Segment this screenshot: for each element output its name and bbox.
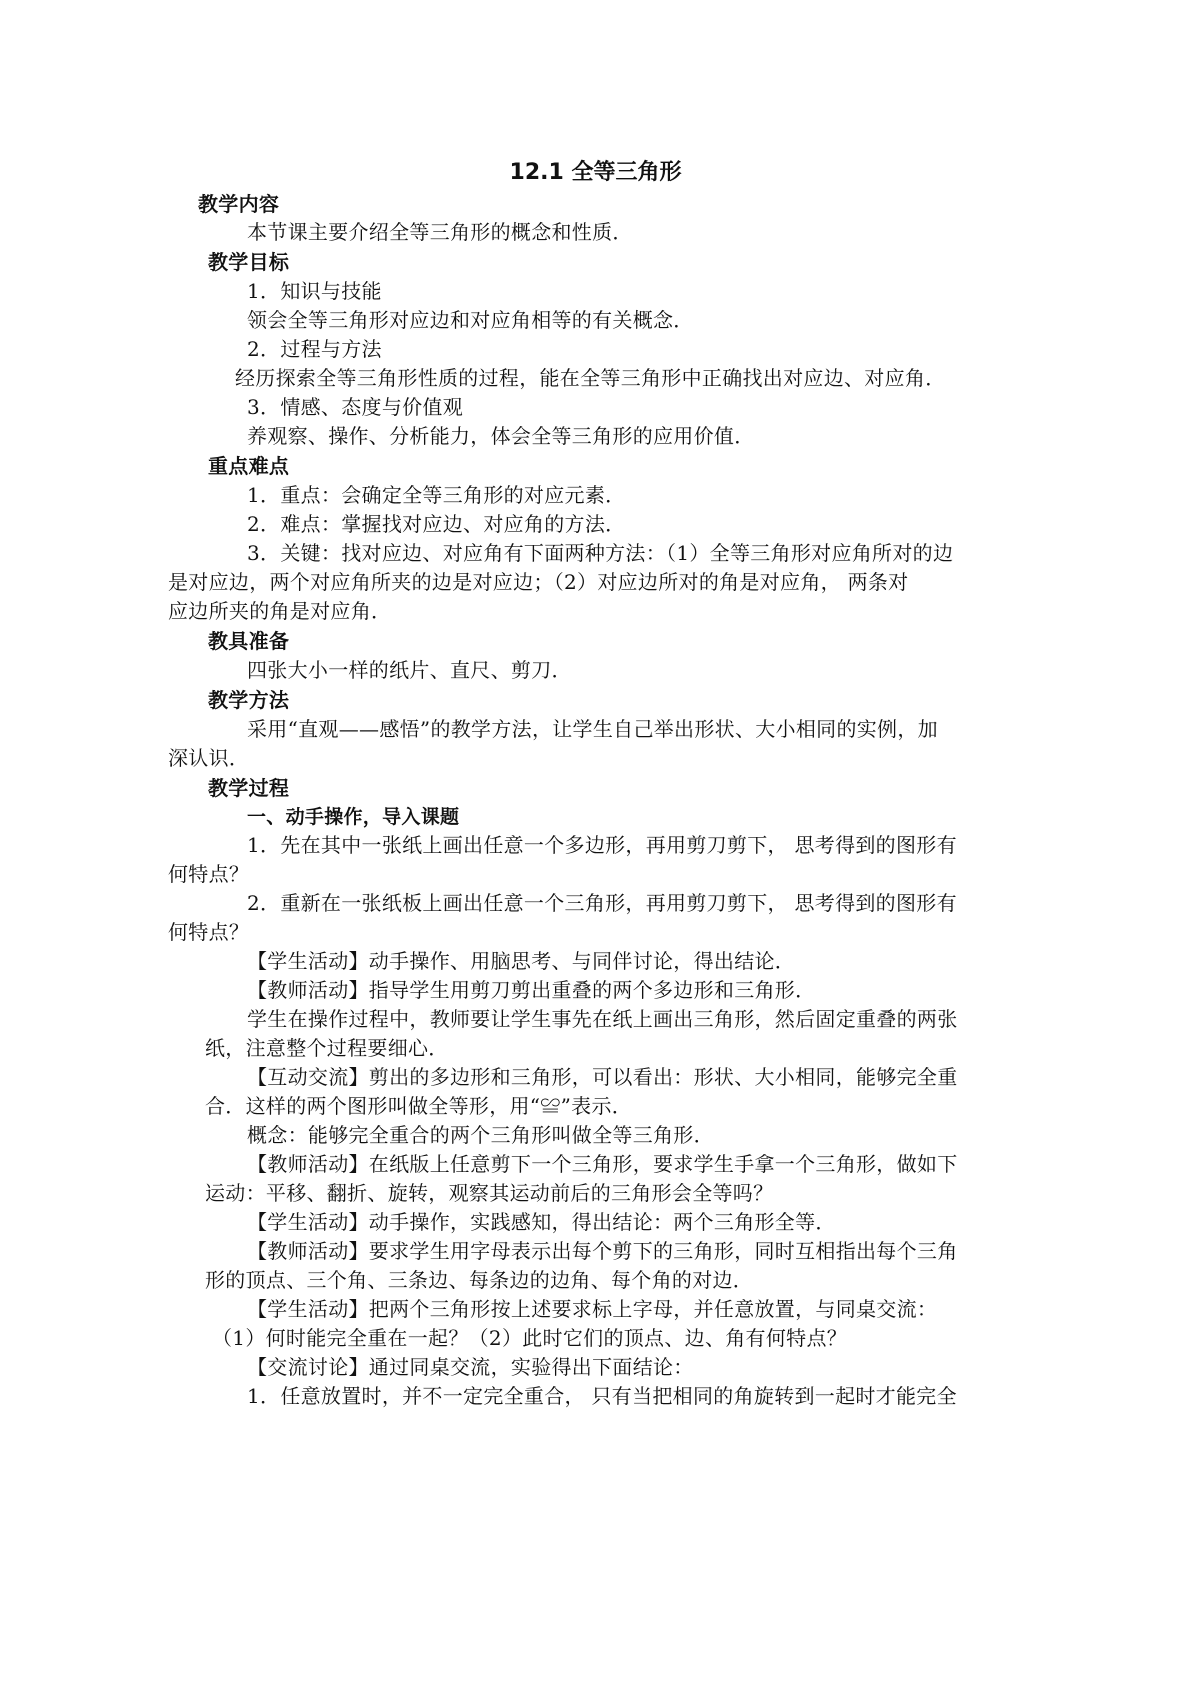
paragraph-line: 本节课主要介绍全等三角形的概念和性质．	[247, 220, 633, 244]
paragraph-line: 【学生活动】动手操作、用脑思考、与同伴讨论，得出结论．	[247, 949, 796, 973]
paragraph-line: 纸，注意整个过程要细心．	[205, 1036, 449, 1060]
list-item: 2．重新在一张纸板上画出任意一个三角形，再用剪刀剪下， 思考得到的图形有	[247, 891, 957, 915]
paragraph-line: 深认识．	[168, 746, 250, 770]
page-title: 12.1 全等三角形	[509, 160, 682, 185]
paragraph-line: 何特点？	[168, 920, 250, 944]
list-item: 1．任意放置时，并不一定完全重合， 只有当把相同的角旋转到一起时才能完全	[247, 1384, 957, 1408]
paragraph-line: 形的顶点、三个角、三条边、每条边的边角、每个角的对边．	[205, 1268, 754, 1292]
paragraph-line: 【教师活动】指导学生用剪刀剪出重叠的两个多边形和三角形．	[247, 978, 816, 1002]
section-heading-objectives: 教学目标	[208, 250, 290, 274]
section-heading-content: 教学内容	[198, 192, 280, 216]
list-item: 2．难点：掌握找对应边、对应角的方法．	[247, 512, 626, 536]
paragraph-line: 应边所夹的角是对应角．	[168, 599, 392, 623]
section-heading-keypoints: 重点难点	[208, 454, 290, 478]
paragraph-line: 是对应边，两个对应角所夹的边是对应边；（2）对应边所对的角是对应角， 两条对	[168, 570, 909, 594]
paragraph-line: 【学生活动】动手操作，实践感知，得出结论：两个三角形全等．	[247, 1210, 836, 1234]
section-heading-materials: 教具准备	[208, 629, 290, 653]
section-heading-methods: 教学方法	[208, 688, 290, 712]
list-item: 1．重点：会确定全等三角形的对应元素．	[247, 483, 626, 507]
paragraph-line: 概念：能够完全重合的两个三角形叫做全等三角形．	[247, 1123, 714, 1147]
paragraph-line: 采用“直观——感悟”的教学方法，让学生自己举出形状、大小相同的实例，加	[247, 717, 938, 741]
list-item: 1．先在其中一张纸上画出任意一个多边形，再用剪刀剪下， 思考得到的图形有	[247, 833, 957, 857]
paragraph-line: 【交流讨论】通过同桌交流，实验得出下面结论：	[247, 1355, 694, 1379]
list-item: 3．情感、态度与价值观	[247, 395, 464, 419]
subsection-heading: 一、动手操作，导入课题	[247, 806, 460, 828]
list-item: 1．知识与技能	[247, 279, 382, 303]
list-item: 2．过程与方法	[247, 337, 382, 361]
paragraph-line: 领会全等三角形对应边和对应角相等的有关概念．	[247, 308, 694, 332]
paragraph-line: 【教师活动】在纸版上任意剪下一个三角形，要求学生手拿一个三角形，做如下	[247, 1152, 958, 1176]
paragraph-line: 四张大小一样的纸片、直尺、剪刀．	[247, 658, 572, 682]
paragraph-line: 学生在操作过程中，教师要让学生事先在纸上画出三角形，然后固定重叠的两张	[247, 1007, 958, 1031]
paragraph-line: 养观察、操作、分析能力，体会全等三角形的应用价值．	[247, 424, 755, 448]
paragraph-line: （1）何时能完全重在一起？（2）此时它们的顶点、边、角有何特点？	[212, 1326, 848, 1350]
paragraph-line: 【学生活动】把两个三角形按上述要求标上字母，并任意放置，与同桌交流：	[247, 1297, 938, 1321]
paragraph-line: 【教师活动】要求学生用字母表示出每个剪下的三角形，同时互相指出每个三角	[247, 1239, 958, 1263]
list-item: 3．关键：找对应边、对应角有下面两种方法：（1）全等三角形对应角所对的边	[247, 541, 954, 565]
paragraph-line: 【互动交流】剪出的多边形和三角形，可以看出：形状、大小相同，能够完全重	[247, 1065, 958, 1089]
paragraph-line: 运动：平移、翻折、旋转，观察其运动前后的三角形会全等吗？	[205, 1181, 774, 1205]
section-heading-process: 教学过程	[208, 776, 290, 800]
paragraph-line: 合．这样的两个图形叫做全等形，用“≌”表示．	[205, 1094, 633, 1118]
paragraph-line: 经历探索全等三角形性质的过程，能在全等三角形中正确找出对应边、对应角．	[235, 366, 946, 390]
paragraph-line: 何特点？	[168, 862, 250, 886]
